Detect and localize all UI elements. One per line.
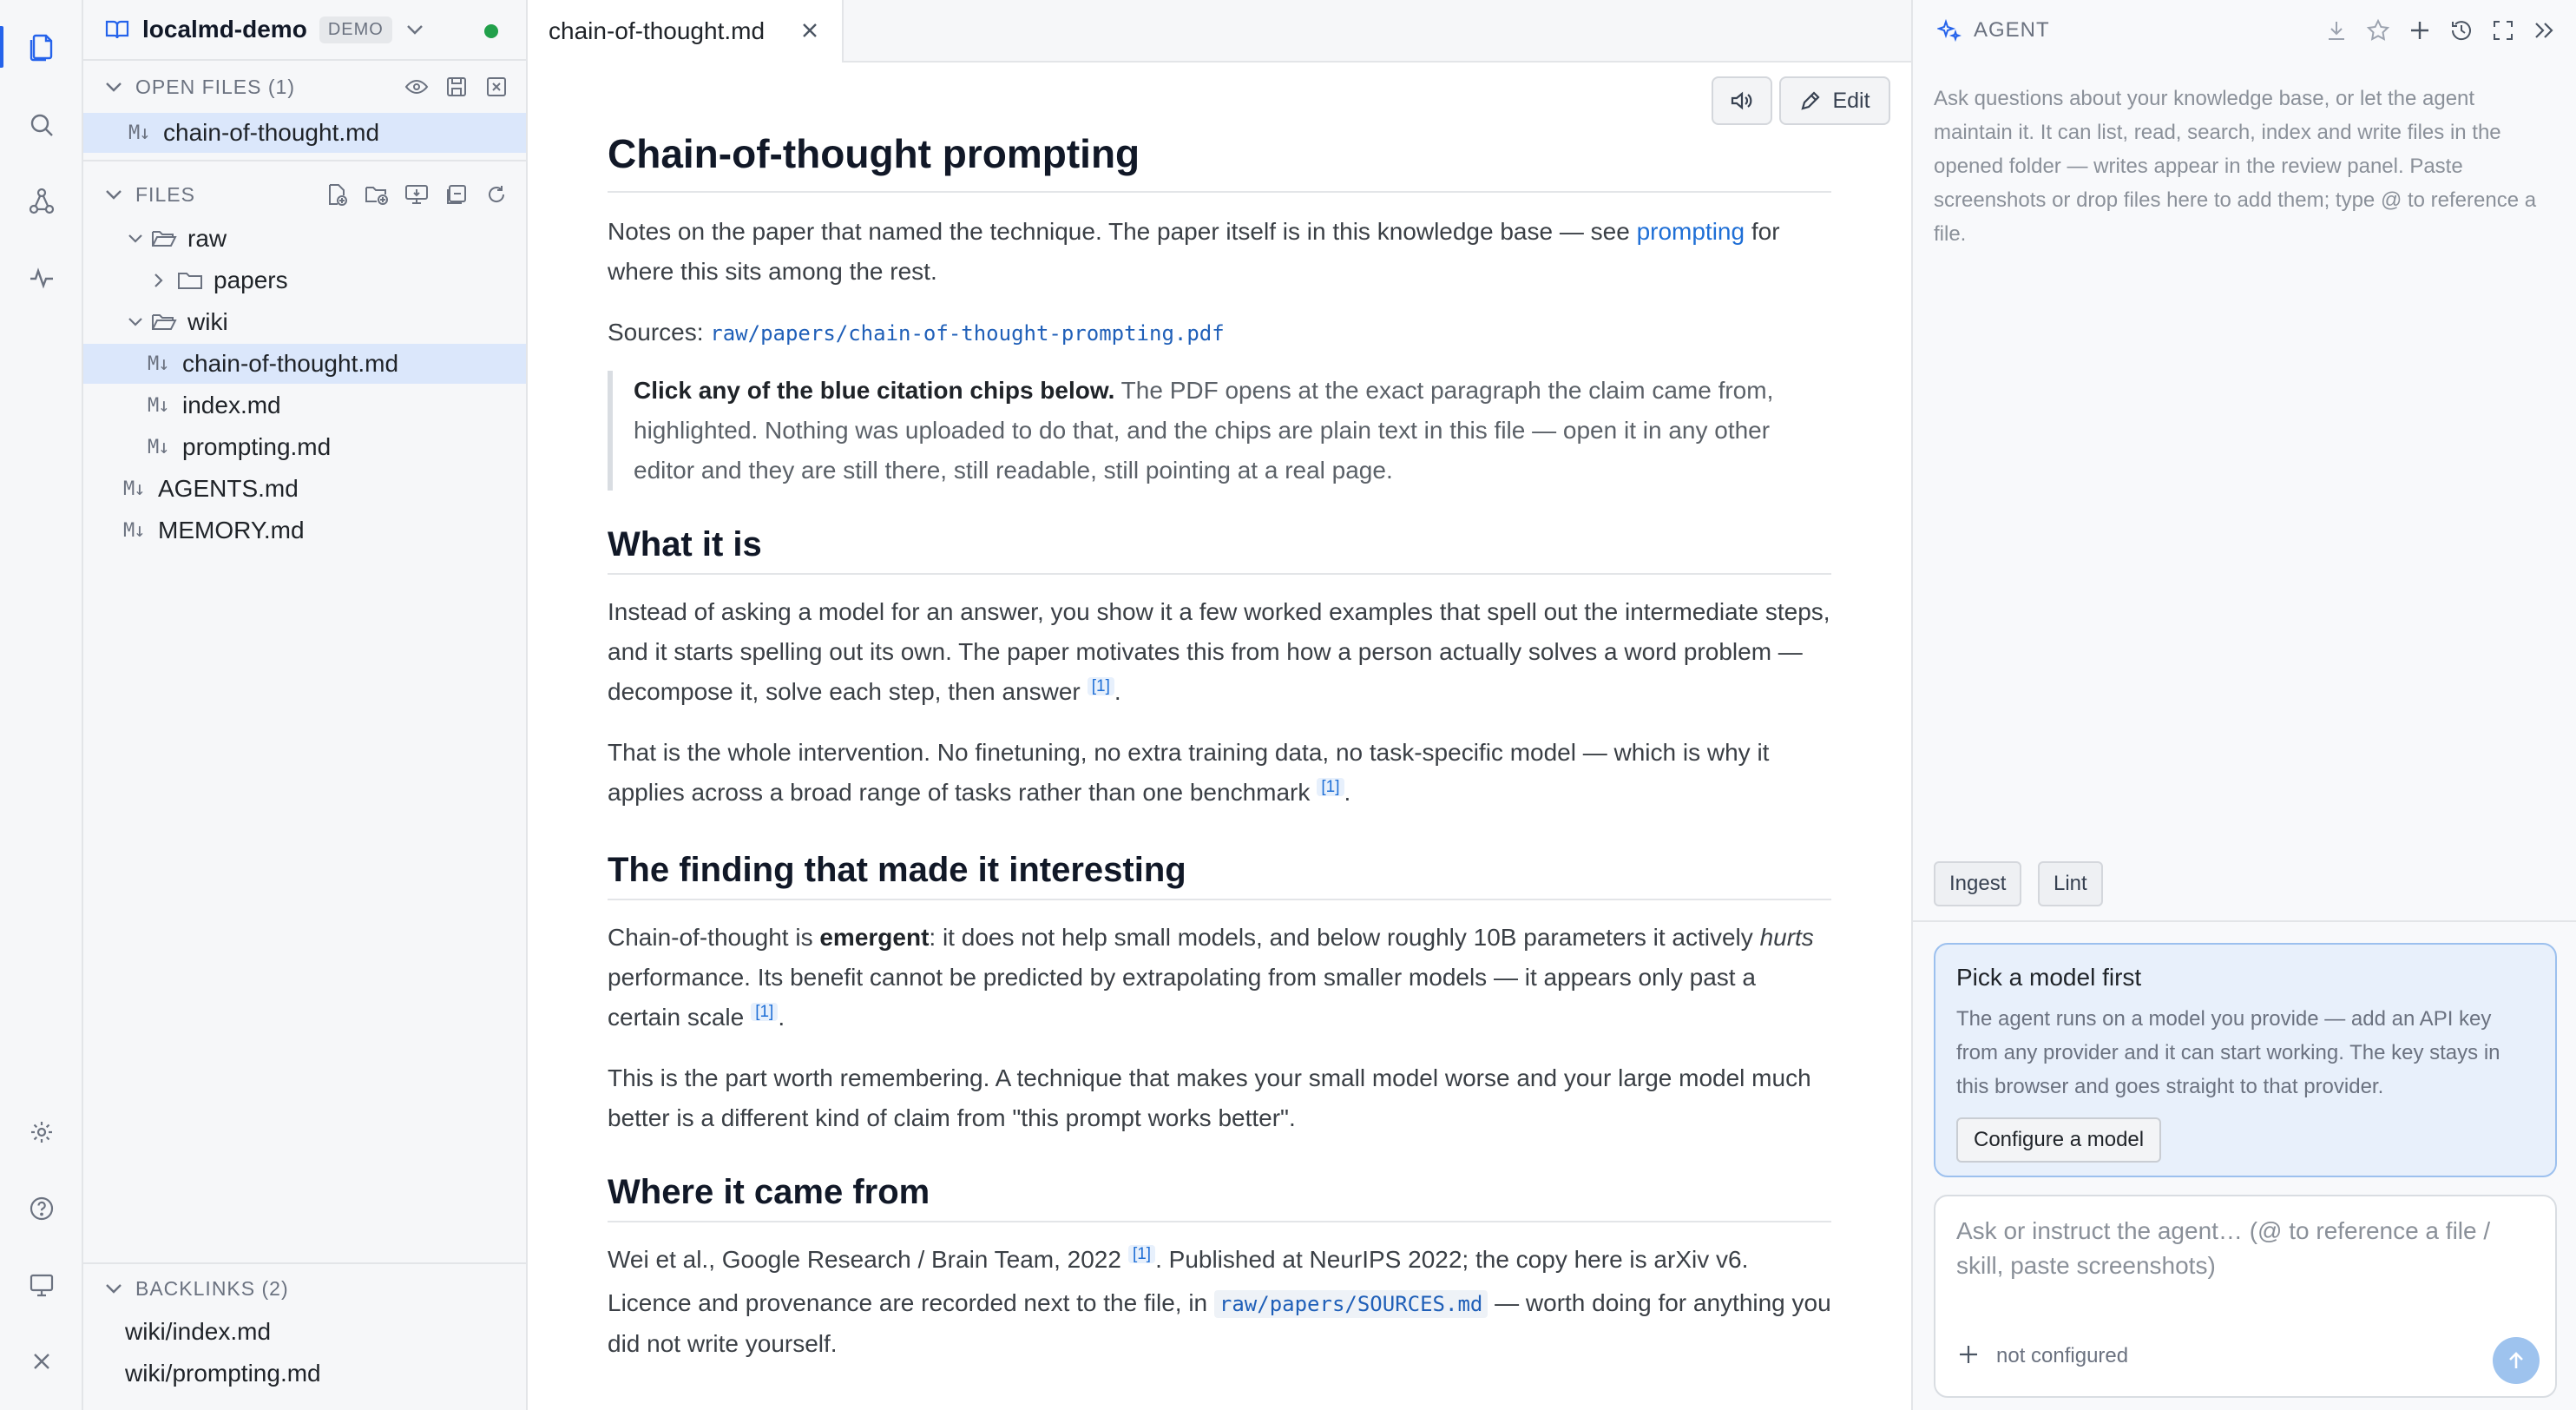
book-icon: [104, 18, 130, 41]
sources-line: [608, 313, 1831, 353]
paragraph: [608, 918, 1831, 1041]
monitor-icon[interactable]: [0, 1254, 83, 1316]
chevron-down-icon: [127, 233, 151, 245]
model-card-title: Pick a model first: [1956, 964, 2142, 991]
text: Wei et al., Google Research / Brain Team, 2022: [608, 1246, 1121, 1273]
tab-label: chain-of-thought.md: [549, 17, 766, 44]
text: That is the whole intervention. No finetuning, no extra training data, no task-specific model — which is why it applies across a broad range of tasks rather than one benchmark: [608, 739, 1770, 806]
folder-open-icon: [151, 312, 187, 333]
tree-file-memory[interactable]: [83, 511, 526, 550]
text: .: [1114, 678, 1121, 705]
paragraph: [608, 592, 1831, 715]
files-icon[interactable]: [0, 16, 83, 78]
backlinks-label: BACKLINKS (2): [135, 1276, 289, 1300]
model-card-body: The agent runs on a model you provide — add an API key from any provider and it can start working. The key stays in this browser and goes straight to that provider.: [1956, 1007, 2500, 1098]
backlink-item[interactable]: wiki/prompting.md: [125, 1360, 321, 1387]
tree-file-index[interactable]: [83, 385, 526, 425]
paragraph: [608, 733, 1831, 816]
chevron-down-icon: [127, 316, 151, 328]
search-icon[interactable]: [0, 94, 83, 156]
activity-pulse-icon[interactable]: [0, 247, 83, 309]
tree-folder-wiki[interactable]: [83, 302, 526, 342]
chevron-down-icon[interactable]: [404, 23, 425, 36]
composer-input[interactable]: Ask or instruct the agent… (@ to reference a file / skill, paste screenshots): [1956, 1217, 2491, 1279]
editor: [528, 0, 1911, 1410]
backlinks-header[interactable]: [83, 1264, 526, 1313]
citation-chip[interactable]: [1]: [1317, 778, 1344, 796]
edit-button[interactable]: [1779, 76, 1890, 125]
text: .: [778, 1004, 785, 1031]
close-icon[interactable]: [0, 1330, 83, 1393]
open-files-header[interactable]: [83, 63, 526, 111]
tree-file-chain-of-thought[interactable]: [83, 344, 526, 384]
graph-icon[interactable]: [0, 170, 83, 233]
sources-label: Sources:: [608, 319, 711, 346]
sources-md-link[interactable]: raw/papers/SOURCES.md: [1214, 1290, 1488, 1318]
collapse-panel-icon[interactable]: [2531, 16, 2559, 44]
help-icon[interactable]: [0, 1177, 83, 1240]
text: . Published at NeurIPS 2022; the copy here is arXiv v6. Licence and provenance are recorded next to the file, in: [608, 1246, 1749, 1316]
speaker-icon: [1730, 90, 1754, 111]
open-file-item[interactable]: [83, 113, 526, 153]
configure-model-button[interactable]: Configure a model: [1956, 1117, 2161, 1163]
new-folder-icon[interactable]: [363, 181, 391, 208]
prompting-link[interactable]: prompting: [1636, 218, 1745, 245]
close-icon[interactable]: [800, 21, 819, 40]
callout-bold: Click any of the blue citation chips below.: [634, 377, 1115, 404]
tab-chain-of-thought[interactable]: [528, 0, 844, 63]
attach-plus-icon[interactable]: [1956, 1342, 1981, 1367]
model-status[interactable]: not configured: [1996, 1344, 2129, 1367]
chevron-down-icon: [104, 81, 123, 93]
sources-link[interactable]: raw/papers/chain-of-thought-prompting.pdf: [710, 321, 1225, 346]
agent-header: [1913, 0, 2576, 61]
text: Chain-of-thought is: [608, 924, 820, 951]
tree-label: wiki: [187, 308, 228, 335]
paragraph: [608, 1240, 1831, 1364]
tree-file-agents[interactable]: [83, 469, 526, 509]
tab-bar: [528, 0, 1911, 63]
tree-label: index.md: [182, 392, 281, 418]
agent-panel: [1911, 0, 2576, 1410]
refresh-icon[interactable]: [483, 181, 510, 208]
text: .: [1344, 779, 1351, 806]
markdown-icon: M↓: [148, 436, 169, 458]
demo-badge: DEMO: [319, 16, 392, 43]
text: performance. Its benefit cannot be predicted by extrapolating from smaller models — it appears only past a certain scale: [608, 964, 1756, 1031]
collapse-all-icon[interactable]: [443, 181, 470, 208]
tree-label: prompting.md: [182, 433, 332, 460]
heading-what-it-is: What it is: [608, 525, 1831, 575]
tree-file-prompting[interactable]: [83, 427, 526, 467]
callout-text: The PDF opens at the exact paragraph the claim came from, highlighted. Nothing was uploaded to do that, and the chips are plain text in this file — open it in any other editor and they are still there, still readable, still pointing at a real page.: [634, 377, 1774, 484]
intro-paragraph: [608, 212, 1831, 292]
tree-label: chain-of-thought.md: [182, 350, 399, 377]
backlink-item[interactable]: wiki/index.md: [125, 1318, 272, 1345]
text: Notes on the paper that named the technique. The paper itself is in this knowledge base — see: [608, 218, 1637, 245]
doc-title: Chain-of-thought prompting: [608, 130, 1831, 193]
lint-button[interactable]: Lint: [2038, 861, 2103, 906]
open-files-label: OPEN FILES (1): [135, 75, 295, 98]
heading-finding: The finding that made it interesting: [608, 851, 1831, 900]
chevron-right-icon: [153, 272, 177, 289]
tree-label: AGENTS.md: [158, 475, 299, 502]
arrow-up-icon: [2506, 1349, 2527, 1372]
tree-label: MEMORY.md: [158, 517, 305, 544]
files-header[interactable]: [83, 170, 526, 219]
heading-origin: Where it came from: [608, 1173, 1831, 1222]
chevron-down-icon: [104, 188, 123, 201]
activity-bar: [0, 0, 83, 1410]
markdown-icon: M↓: [123, 519, 145, 542]
import-screen-icon[interactable]: [403, 181, 430, 208]
bold-text: emergent: [819, 924, 930, 951]
pencil-icon: [1799, 89, 1822, 112]
read-aloud-button[interactable]: [1712, 76, 1772, 125]
markdown-icon: M↓: [148, 352, 169, 375]
new-file-icon[interactable]: [323, 181, 351, 208]
eye-icon[interactable]: [403, 73, 430, 101]
markdown-icon: M↓: [123, 478, 145, 500]
section-divider: [83, 160, 526, 161]
text: — worth doing for anything you did not write yourself.: [608, 1289, 1831, 1357]
tree-folder-papers[interactable]: [83, 260, 526, 300]
tree-label: raw: [187, 225, 227, 252]
italic-text: hurts: [1759, 924, 1814, 951]
folder-open-icon: [151, 228, 187, 249]
history-icon[interactable]: [2448, 16, 2475, 44]
close-all-icon[interactable]: [483, 73, 510, 101]
save-all-icon[interactable]: [443, 73, 470, 101]
ingest-button[interactable]: Ingest: [1934, 861, 2021, 906]
paragraph: This is the part worth remembering. A technique that makes your small model worse and your large model much better is a different kind of claim from "this prompt works better".: [608, 1064, 1811, 1131]
tree-label: papers: [214, 267, 288, 293]
agent-title: AGENT: [1974, 18, 2050, 42]
send-button[interactable]: [2493, 1337, 2540, 1384]
workspace-header[interactable]: [83, 0, 526, 61]
pick-model-card: [1934, 943, 2557, 1177]
open-file-label: chain-of-thought.md: [163, 119, 380, 146]
sidebar: [83, 0, 528, 1410]
text: : it does not help small models, and below roughly 10B parameters it actively: [929, 924, 1760, 951]
folder-icon: [177, 270, 214, 291]
callout-blockquote: [608, 371, 1831, 491]
workspace-name: localmd-demo: [142, 16, 307, 43]
citation-chip[interactable]: [1]: [1128, 1245, 1155, 1263]
tree-folder-raw[interactable]: [83, 219, 526, 259]
panel-divider: [1913, 920, 2576, 922]
new-chat-icon[interactable]: [2406, 16, 2434, 44]
sparkle-icon: [1937, 18, 1962, 43]
files-label: FILES: [135, 182, 195, 206]
star-icon[interactable]: [2364, 16, 2392, 44]
markdown-icon: M↓: [148, 394, 169, 417]
connection-status-dot: [484, 24, 498, 38]
citation-chip[interactable]: [1]: [751, 1003, 778, 1021]
edit-label: Edit: [1832, 88, 1870, 113]
settings-gear-icon[interactable]: [0, 1101, 83, 1163]
chevron-down-icon: [104, 1282, 123, 1295]
citation-chip[interactable]: [1]: [1088, 677, 1114, 695]
text: for where this sits among the rest.: [608, 218, 1780, 285]
text: Instead of asking a model for an answer, you show it a few worked examples that spell out the intermediate steps, and it starts spelling out its own. The paper motivates this from how a person actually solves a word problem — decompose it, solve each step, then answer: [608, 598, 1830, 705]
markdown-icon: M↓: [128, 122, 150, 144]
agent-composer[interactable]: [1934, 1195, 2557, 1398]
agent-intro-text: Ask questions about your knowledge base, or let the agent maintain it. It can list, read, search, index and write files in the opened folder — writes appear in the review panel. Paste screenshots or drop files here to add them; type @ to reference a file.: [1934, 87, 2537, 246]
markdown-document: [608, 130, 1831, 1364]
download-icon[interactable]: [2323, 16, 2350, 44]
expand-icon[interactable]: [2489, 16, 2517, 44]
